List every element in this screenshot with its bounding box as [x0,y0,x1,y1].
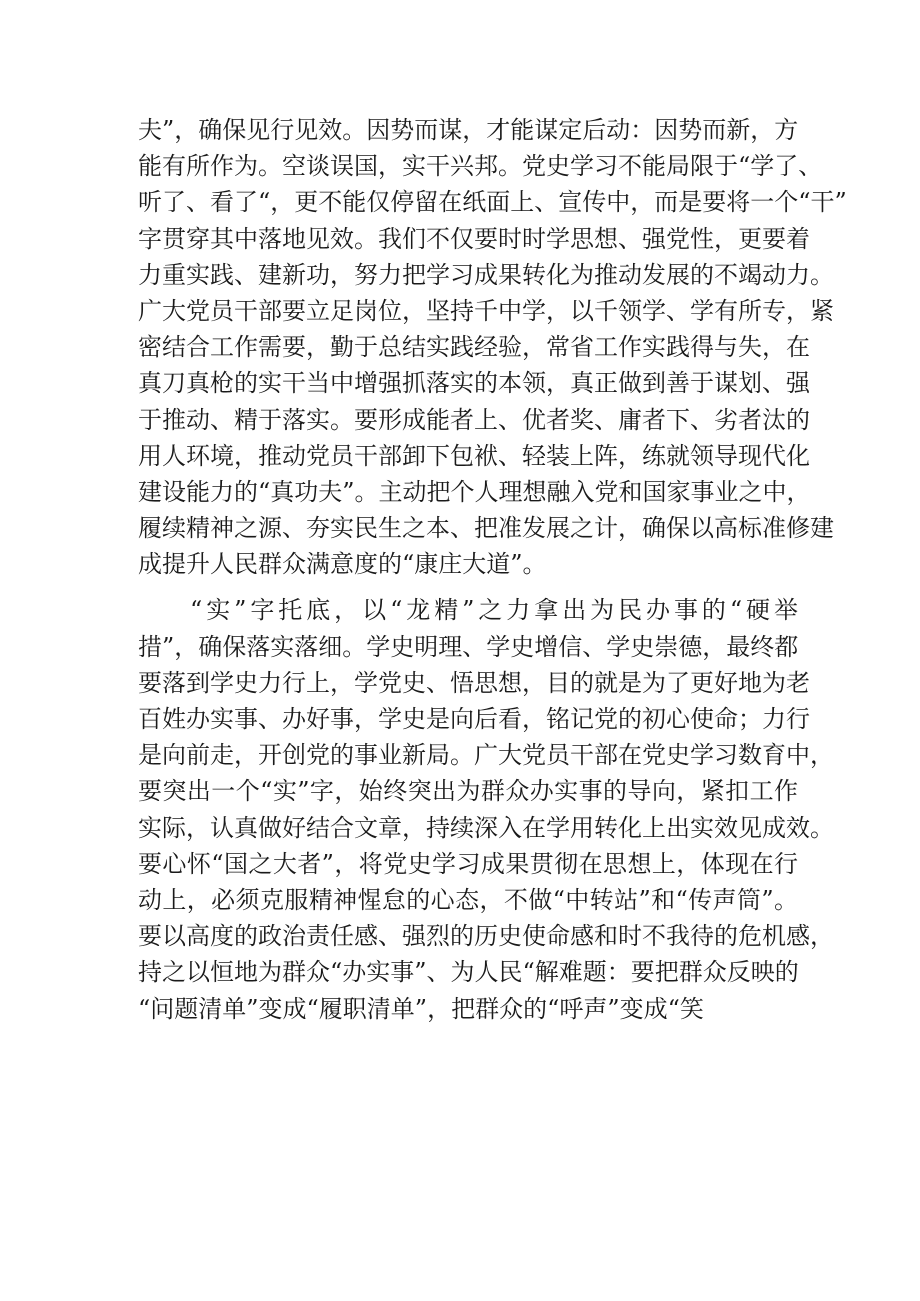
text-line: 广大党员干部要立足岗位，坚持千中学，以千领学、学有所专，紧 [138,296,834,325]
text-line: 能有所作为。空谈误国，实干兴邦。党史学习不能局限于“学了、 [138,152,823,181]
paragraph-2 [138,592,834,1026]
text-line: 字贯穿其中落地见效。我们不仅要时时学思想、强党性，更要着 [138,224,810,253]
text-line: 百姓办实事、办好事，学史是向后看，铭记党的初心使命；力行 [138,705,810,733]
text-line: 要突出一个“实”字，始终突出为群众办实事的导向，紧扣工作 [138,777,798,806]
text-line: “实”字托底，以“龙精”之力拿出为民办事的“硬举 [190,596,798,625]
text-line: “问题清单”变成“履职清单”，把群众的“呼声”变成“笑 [138,994,704,1023]
text-line: 密结合工作需要，勤于总结实践经验，常省工作实践得与失，在 [138,333,810,362]
text-line: 要以高度的政治责任感、强烈的历史使命感和时不我待的危机感， [138,922,834,951]
text-line: 是向前走，开创党的事业新局。广大党员干部在党史学习数育中， [138,741,834,770]
text-line: 于推动、精于落实。要形成能者上、优者奖、庸者下、劣者汰的 [138,405,810,434]
text-line: 措”，确保落实落细。学史明理、学史增信、学史崇德，最终都 [138,632,799,661]
text-line: 用人环境，推动党员干部卸下包袱、轻装上阵，练就领导现代化 [138,441,810,470]
text-line: 建设能力的“真功夫”。主动把个人理想融入党和国家事业之中， [138,477,811,506]
text-line: 履续精神之源、夯实民生之本、把准发展之计，确保以高标准修建 [138,514,834,543]
text-line: 夫”，确保见行见效。因势而谋，才能谋定后动：因势而新，方 [138,116,799,144]
text-line: 要落到学史力行上，学党史、悟思想，目的就是为了更好地为老 [138,668,810,697]
text-line: 成提升人民群众满意度的“康庄大道”。 [138,550,547,579]
text-line: 动上，必须克服精神惺怠的心态，不做“中转站”和“传声筒”。 [138,885,798,914]
paragraph-1 [138,112,847,582]
text-line: 真刀真枪的实干当中增强抓落实的本领，真正做到善于谋划、强 [138,369,810,398]
text-line: 要心怀“国之大者”，将党史学习成果贯彻在思想上，体现在行 [138,849,798,878]
text-line: 听了、看了“，更不能仅停留在纸面上、宣传中，而是要将一个“干” [138,188,847,217]
paragraph-spacer [138,582,798,592]
document-body [138,112,847,1027]
text-line: 持之以恒地为群众“办实事”、为人民“解难题：要把群众反映的 [138,958,799,987]
text-line: 实际，认真做好结合文章，持续深入在学用转化上出实效见成效。 [138,813,834,842]
text-line: 力重实践、建新功，努力把学习成果转化为推动发展的不竭动力。 [138,260,834,289]
